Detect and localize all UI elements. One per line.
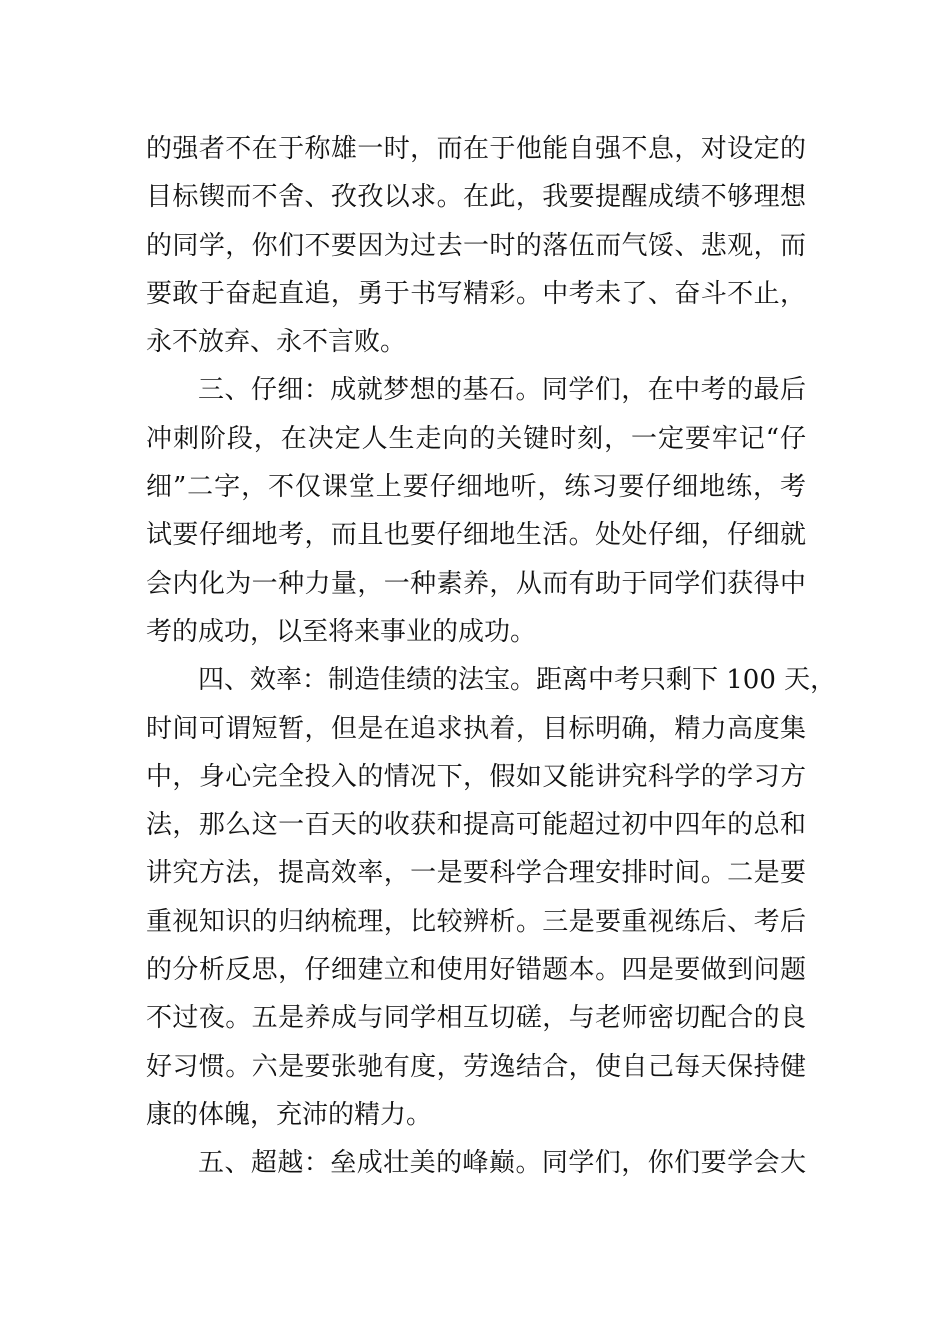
- text-line: 的同学，你们不要因为过去一时的落伍而气馁、悲观，而: [146, 230, 806, 261]
- document-body: [146, 125, 837, 1188]
- text-line: 好习惯。六是要张驰有度，劳逸结合，使自己每天保持健: [146, 1051, 806, 1082]
- text-line: 试要仔细地考，而且也要仔细地生活。处处仔细，仔细就: [146, 520, 806, 551]
- text-line: 的强者不在于称雄一时，而在于他能自强不息，对设定的: [146, 134, 806, 164]
- text-line: 不过夜。五是养成与同学相互切磋，与老师密切配合的良: [146, 1003, 806, 1034]
- section-heading-line: 五、超越：垒成壮美的峰巅。同学们，你们要学会大: [198, 1148, 806, 1179]
- text-line: 重视知识的归纳梳理，比较辨析。三是要重视练后、考后: [146, 906, 806, 937]
- text-line: 要敢于奋起直追，勇于书写精彩。中考未了、奋斗不止，: [146, 278, 806, 309]
- text-line: 永不放弃、永不言败。: [146, 327, 407, 358]
- text-line: 冲刺阶段，在决定人生走向的关键时刻，一定要牢记“仔: [146, 423, 806, 454]
- section-heading-line: 三、仔细：成就梦想的基石。同学们，在中考的最后: [198, 375, 806, 406]
- text-line: 目标锲而不舍、孜孜以求。在此，我要提醒成绩不够理想: [146, 182, 806, 213]
- text-line: 考的成功，以至将来事业的成功。: [146, 616, 537, 647]
- text-line: 的分析反思，仔细建立和使用好错题本。四是要做到问题: [146, 955, 806, 986]
- text-line: 细”二字，不仅课堂上要仔细地听，练习要仔细地练，考: [146, 472, 806, 503]
- text-line: 时间可谓短暂，但是在追求执着，目标明确，精力高度集: [146, 713, 806, 744]
- text-line: 中，身心完全投入的情况下，假如又能讲究科学的学习方: [146, 761, 806, 792]
- text-line: 法，那么这一百天的收获和提高可能超过初中四年的总和: [146, 810, 806, 841]
- text-line: 康的体魄，充沛的精力。: [146, 1099, 433, 1130]
- text-line: 讲究方法，提高效率，一是要科学合理安排时间。二是要: [146, 858, 806, 889]
- text-line: 会内化为一种力量，一种素养，从而有助于同学们获得中: [146, 568, 806, 599]
- section-heading-line: 四、效率：制造佳绩的法宝。距离中考只剩下 100 天，: [198, 665, 837, 696]
